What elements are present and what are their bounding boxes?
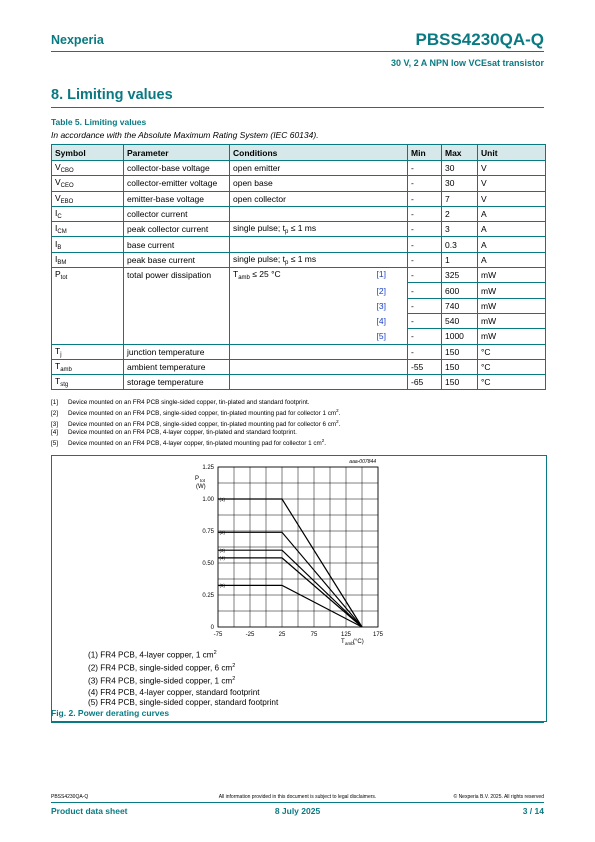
col-header: Unit — [478, 145, 546, 161]
x-axis-label-unit: (°C) — [353, 639, 364, 645]
symbol-cell — [52, 191, 124, 206]
max-cell: 30 — [442, 176, 478, 191]
symbol-cell — [52, 252, 124, 267]
unit-cell: °C — [478, 375, 546, 390]
table-row — [52, 344, 546, 359]
conditions-cell — [230, 359, 408, 374]
symbol-subscript: CEO — [60, 183, 74, 190]
max-cell: 150 — [442, 375, 478, 390]
note-superscript: 2 — [336, 418, 339, 424]
x-axis-label-subscript: amb — [345, 641, 354, 646]
condition-text: open emitter — [233, 163, 281, 174]
x-axis-label: T — [341, 639, 345, 645]
note-number: [5] — [51, 439, 59, 447]
y-axis-label-unit: (W) — [196, 484, 206, 490]
y-tick-label: 0.25 — [202, 593, 214, 599]
symbol-cell — [52, 329, 124, 344]
symbol-cell — [52, 268, 124, 283]
table-row — [52, 313, 546, 328]
condition-subscript: p — [284, 259, 289, 266]
symbol-main: T — [55, 361, 61, 371]
parameter-cell: total power dissipation — [124, 268, 230, 283]
note-reference-link[interactable]: [1] — [376, 269, 386, 280]
condition-text: open collector — [233, 193, 286, 204]
header-divider — [51, 51, 544, 52]
legend-text: (4) FR4 PCB, 4-layer copper, standard footprint — [88, 687, 260, 697]
unit-cell: °C — [478, 359, 546, 374]
table-row — [52, 222, 546, 237]
note-item: [3] Device mounted on an FR4 PCB, single-sided copper, tin-plated mounting pad for collector 6 $cm^2$. — [51, 418, 341, 428]
symbol-subscript: tot — [60, 275, 68, 282]
footer-disclaimer: All information provided in this document is subject to legal disclaimers. — [218, 794, 377, 800]
y-axis-label-subscript: tot — [200, 478, 206, 483]
table-header-row — [52, 145, 546, 161]
condition-text: single pulse; t — [233, 253, 285, 264]
condition-subscript: p — [284, 229, 289, 236]
note-text: Device mounted on an FR4 PCB single-sided copper, tin-plated and standard footprint. — [68, 399, 310, 406]
parameter-cell: storage temperature — [124, 375, 230, 390]
conditions-cell — [230, 206, 408, 221]
max-cell: 325 — [442, 268, 478, 283]
symbol-main: V — [55, 177, 61, 188]
note-text: Device mounted on an FR4 PCB, 4-layer copper, tin-plated and standard footprint. — [68, 428, 297, 436]
unit-cell: A — [478, 237, 546, 252]
figure-caption: Fig. 2. Power derating curves — [51, 708, 170, 718]
table-row — [52, 283, 546, 298]
x-tick-label: 175 — [372, 632, 384, 638]
min-cell: - — [408, 344, 442, 359]
conditions-cell — [230, 313, 408, 328]
max-cell: 540 — [442, 313, 478, 328]
document-subtitle: 30 V, 2 A NPN low VCEsat transistor — [390, 58, 544, 68]
col-header: Conditions — [230, 145, 408, 161]
min-cell: - — [408, 237, 442, 252]
note-reference-link[interactable]: [3] — [376, 300, 386, 311]
min-cell: - — [408, 206, 442, 221]
footer-doc-type: Product data sheet — [51, 806, 128, 816]
table-notes — [51, 399, 340, 448]
condition-subscript: amb — [238, 275, 250, 282]
table-row — [52, 237, 546, 252]
symbol-cell — [52, 176, 124, 191]
max-cell: 30 — [442, 161, 478, 176]
max-cell: 150 — [442, 359, 478, 374]
note-reference-link[interactable]: [2] — [376, 285, 386, 296]
footer-date: 8 July 2025 — [274, 806, 321, 816]
min-cell: - — [408, 252, 442, 267]
symbol-subscript: CBO — [60, 168, 74, 175]
unit-cell: mW — [478, 313, 546, 328]
table-title: Table 5. Limiting values — [51, 117, 147, 127]
legend-item — [88, 661, 278, 674]
symbol-main: T — [55, 376, 61, 387]
condition-text: T — [233, 269, 239, 280]
table-row — [52, 161, 546, 176]
table-row — [52, 191, 546, 206]
max-cell: 7 — [442, 191, 478, 206]
symbol-cell — [52, 298, 124, 313]
parameter-cell: junction temperature — [124, 344, 230, 359]
legend-item — [88, 688, 278, 699]
table-row — [52, 298, 546, 313]
unit-cell: V — [478, 161, 546, 176]
section-divider — [51, 107, 544, 108]
table-row — [52, 252, 546, 267]
symbol-subscript: EBO — [60, 198, 74, 205]
power-derating-chart — [180, 456, 420, 646]
x-tick-label: 75 — [310, 632, 318, 638]
symbol-main: T — [55, 345, 61, 356]
limiting-values-table — [51, 144, 546, 390]
col-header: Symbol — [52, 145, 124, 161]
symbol-cell — [52, 222, 124, 237]
condition-text: open base — [233, 178, 273, 189]
x-tick-label: 25 — [278, 632, 286, 638]
parameter-cell — [124, 298, 230, 313]
figure-divider — [51, 722, 544, 723]
legend-text: (3) FR4 PCB, single-sided copper, 1 cm — [88, 677, 233, 687]
x-tick-label: -25 — [245, 632, 255, 638]
symbol-main: I — [55, 238, 58, 249]
parameter-cell — [124, 329, 230, 344]
unit-cell: °C — [478, 344, 546, 359]
note-text: Device mounted on an FR4 PCB, single-sided copper, tin-plated mounting pad for collector 1 cm — [68, 410, 337, 417]
symbol-cell — [52, 206, 124, 221]
table-description: In accordance with the Absolute Maximum Rating System (IEC 60134). — [51, 130, 319, 140]
footer-divider — [51, 802, 544, 803]
legend-superscript: 2 — [232, 663, 236, 670]
note-item: [5] Device mounted on an FR4 PCB, 4-layer copper, tin-plated mounting pad for collector 1 $cm^2$. — [51, 437, 327, 447]
conditions-cell — [230, 191, 408, 206]
symbol-subscript: j — [60, 351, 62, 358]
series-line — [218, 532, 362, 627]
symbol-main: I — [55, 223, 58, 234]
note-text: Device mounted on an FR4 PCB, single-sided copper, tin-plated mounting pad for collector 6 cm — [68, 421, 337, 428]
note-superscript: 2 — [336, 407, 339, 413]
note-number: [1] — [51, 399, 59, 406]
condition-text: single pulse; t — [233, 223, 285, 234]
symbol-main: I — [55, 208, 58, 219]
note-item — [51, 429, 340, 437]
min-cell: - — [408, 176, 442, 191]
min-cell: - — [408, 313, 442, 328]
parameter-cell — [124, 313, 230, 328]
symbol-cell — [52, 161, 124, 176]
max-cell: 150 — [442, 344, 478, 359]
note-item — [51, 399, 340, 407]
parameter-cell: peak base current — [124, 252, 230, 267]
conditions-cell — [230, 344, 408, 359]
note-number: [2] — [51, 410, 59, 417]
note-text: Device mounted on an FR4 PCB, 4-layer copper, tin-plated mounting pad for collector 1 cm — [68, 439, 322, 447]
symbol-main: P — [55, 269, 61, 280]
symbol-subscript: stg — [60, 382, 69, 389]
table-row — [52, 268, 546, 283]
legend-item — [88, 674, 278, 687]
symbol-subscript: BM — [57, 259, 67, 266]
note-number: [4] — [51, 428, 59, 436]
y-tick-label: 1.25 — [202, 465, 214, 471]
symbol-subscript: B — [57, 244, 62, 251]
symbol-cell — [52, 344, 124, 359]
parameter-cell: collector current — [124, 206, 230, 221]
parameter-cell: peak collector current — [124, 222, 230, 237]
section-title: 8. Limiting values — [51, 87, 173, 103]
unit-cell: mW — [478, 268, 546, 283]
col-header: Parameter — [124, 145, 230, 161]
symbol-cell — [52, 359, 124, 374]
min-cell: - — [408, 161, 442, 176]
max-cell: 740 — [442, 298, 478, 313]
parameter-cell: collector-emitter voltage — [124, 176, 230, 191]
symbol-cell — [52, 237, 124, 252]
y-tick-label: 0.75 — [202, 529, 214, 535]
symbol-cell — [52, 283, 124, 298]
unit-cell: V — [478, 191, 546, 206]
figure-code: aaa-007844 — [349, 459, 376, 465]
parameter-cell: emitter-base voltage — [124, 191, 230, 206]
conditions-cell — [230, 161, 408, 176]
symbol-cell — [52, 313, 124, 328]
parameter-cell: collector-base voltage — [124, 161, 230, 176]
series-label: (5) — [219, 583, 225, 589]
max-cell: 1000 — [442, 329, 478, 344]
series-label: (1) — [219, 496, 225, 502]
chart-legend — [88, 648, 278, 709]
max-cell: 2 — [442, 206, 478, 221]
conditions-cell — [230, 283, 408, 298]
min-cell: - — [408, 329, 442, 344]
conditions-cell — [230, 268, 408, 283]
legend-superscript: 2 — [232, 676, 236, 683]
conditions-cell — [230, 252, 408, 267]
symbol-subscript: C — [57, 214, 62, 221]
legend-superscript: 2 — [213, 650, 217, 656]
col-header: Min — [408, 145, 442, 161]
max-cell: 0.3 — [442, 237, 478, 252]
legend-text: (1) FR4 PCB, 4-layer copper, 1 cm — [88, 650, 214, 660]
unit-cell: A — [478, 252, 546, 267]
y-axis-label: P — [195, 476, 200, 482]
note-superscript: 2 — [321, 437, 325, 443]
conditions-cell — [230, 375, 408, 390]
y-tick-label: 0 — [210, 625, 214, 631]
col-header: Max — [442, 145, 478, 161]
min-cell: - — [408, 191, 442, 206]
note-number: [3] — [51, 421, 59, 428]
x-tick-label: -75 — [213, 632, 223, 638]
unit-cell: mW — [478, 329, 546, 344]
symbol-main: I — [55, 253, 58, 264]
legend-text: (2) FR4 PCB, single-sided copper, 6 cm — [88, 663, 233, 673]
min-cell: - — [408, 283, 442, 298]
unit-cell: mW — [478, 298, 546, 313]
series-label: (3) — [219, 548, 225, 553]
max-cell: 1 — [442, 252, 478, 267]
footer-copyright: © Nexperia B.V. 2025. All rights reserved — [453, 794, 544, 800]
part-number: PBSS4230QA-Q — [415, 30, 544, 49]
min-cell: -55 — [408, 359, 442, 374]
parameter-cell — [124, 283, 230, 298]
conditions-cell — [230, 222, 408, 237]
symbol-main: V — [55, 192, 61, 203]
condition-text-end: ≤ 1 ms — [288, 253, 317, 264]
min-cell: - — [408, 298, 442, 313]
condition-text-end: ≤ 25 °C — [249, 269, 281, 280]
symbol-subscript: CM — [57, 229, 67, 236]
table-row — [52, 375, 546, 390]
conditions-cell — [230, 298, 408, 313]
series-label: (2) — [219, 530, 225, 536]
conditions-cell — [230, 237, 408, 252]
min-cell: - — [408, 222, 442, 237]
min-cell: - — [408, 268, 442, 283]
max-cell: 600 — [442, 283, 478, 298]
note-reference-link[interactable]: [5] — [376, 331, 386, 342]
parameter-cell: base current — [124, 237, 230, 252]
x-tick-label: 125 — [340, 632, 352, 638]
note-item: [2] Device mounted on an FR4 PCB, single-sided copper, tin-plated mounting pad for collector 1 $cm^2$. — [51, 407, 341, 417]
legend-item — [88, 648, 278, 661]
y-tick-label: 1.00 — [202, 497, 214, 503]
min-cell: -65 — [408, 375, 442, 390]
conditions-cell — [230, 329, 408, 344]
table-row — [52, 359, 546, 374]
table-row — [52, 176, 546, 191]
symbol-main: V — [55, 162, 61, 173]
footer-doc-id: PBSS4230QA-Q — [51, 794, 89, 800]
footer-page: 3 / 14 — [522, 806, 544, 816]
unit-cell: V — [478, 176, 546, 191]
legend-text: (5) FR4 PCB, single-sided copper, standard footprint — [88, 698, 279, 708]
symbol-subscript: amb — [60, 367, 72, 373]
brand-name: Nexperia — [51, 33, 104, 47]
unit-cell: A — [478, 222, 546, 237]
table-row — [52, 206, 546, 221]
condition-text-end: ≤ 1 ms — [288, 223, 317, 234]
parameter-cell: ambient temperature — [124, 359, 230, 374]
table-row — [52, 329, 546, 344]
series-label: (4) — [219, 555, 225, 561]
y-tick-label: 0.50 — [202, 561, 214, 567]
unit-cell: mW — [478, 283, 546, 298]
unit-cell: A — [478, 206, 546, 221]
conditions-cell — [230, 176, 408, 191]
max-cell: 3 — [442, 222, 478, 237]
note-reference-link[interactable]: [4] — [376, 316, 386, 327]
symbol-cell — [52, 375, 124, 390]
